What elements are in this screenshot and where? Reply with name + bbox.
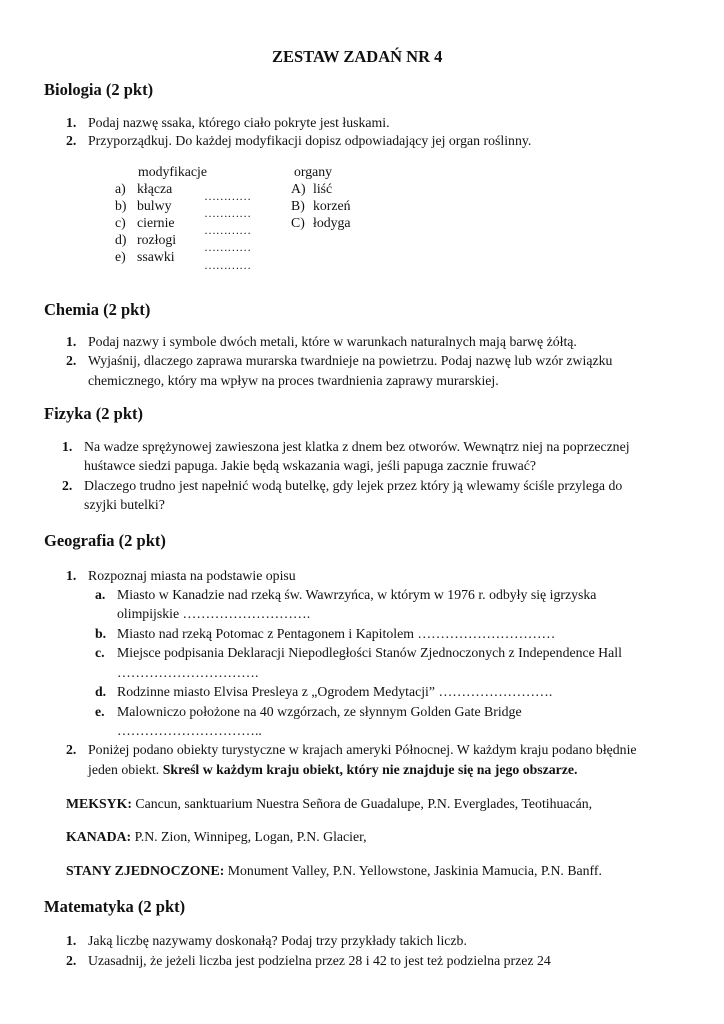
item-name: ssawki xyxy=(137,249,175,264)
section-heading-biologia: Biologia (2 pkt) xyxy=(44,80,154,99)
chemia-question-1 xyxy=(66,333,577,351)
biologia-question-2 xyxy=(66,132,531,150)
section-heading-matematyka: Matematyka (2 pkt) xyxy=(44,897,186,916)
geografia-subitem-c xyxy=(95,644,622,662)
question-number: 2. xyxy=(62,478,73,493)
geografia-question-2 xyxy=(66,741,637,759)
item-letter: B) xyxy=(291,198,305,213)
subitem-text: Miejsce podpisania Deklaracji Niepodległości Stanów Zjednoczonych z Independence Hall xyxy=(117,645,622,660)
fizyka-question-1 xyxy=(62,438,630,456)
question-number: 1. xyxy=(62,439,73,454)
subitem-text: Miasto nad rzeką Potomac z Pentagonem i Kapitolem ………………………… xyxy=(117,626,556,641)
geografia-subitem-e xyxy=(95,703,522,721)
item-letter: e) xyxy=(115,249,126,264)
page-title: ZESTAW ZADAŃ NR 4 xyxy=(272,47,443,66)
subitem-text: Malowniczo położone na 40 wzgórzach, ze słynnym Golden Gate Bridge xyxy=(117,704,522,719)
chemia-question-2 xyxy=(66,352,612,370)
geografia-subitem-a xyxy=(95,586,596,604)
instruction-text: jeden obiekt. xyxy=(88,762,163,777)
modification-item xyxy=(115,214,175,232)
section-heading-fizyka: Fizyka (2 pkt) xyxy=(44,404,143,423)
answer-blank[interactable]: ………… xyxy=(204,189,251,203)
organ-item xyxy=(291,180,332,198)
question-number: 1. xyxy=(66,568,77,583)
item-letter: d) xyxy=(115,232,127,247)
item-letter: a) xyxy=(115,181,126,196)
item-name: ciernie xyxy=(137,215,175,230)
item-name: bulwy xyxy=(137,198,172,213)
item-name: korzeń xyxy=(313,198,351,213)
item-name: kłącza xyxy=(137,181,173,196)
organ-item xyxy=(291,197,351,215)
question-number: 2. xyxy=(66,742,77,757)
matematyka-question-1 xyxy=(66,932,467,950)
question-text: Podaj nazwy i symbole dwóch metali, które w warunkach naturalnych mają barwę żółtą. xyxy=(88,334,577,349)
country-label: STANY ZJEDNOCZONE: xyxy=(66,863,225,878)
country-label: MEKSYK: xyxy=(66,796,132,811)
item-name: liść xyxy=(313,181,333,196)
subitem-text-continued: ………………………….. xyxy=(117,723,262,738)
modification-item xyxy=(115,248,175,266)
subitem-letter: b. xyxy=(95,626,107,641)
question-number: 2. xyxy=(66,133,77,148)
question-number: 2. xyxy=(66,953,77,968)
biologia-question-1 xyxy=(66,114,390,132)
question-text-continued: szyjki butelki? xyxy=(84,497,165,512)
item-letter: c) xyxy=(115,215,126,230)
item-letter: b) xyxy=(115,198,127,213)
modification-item xyxy=(115,231,176,249)
country-list-usa xyxy=(66,862,602,880)
geografia-question-1 xyxy=(66,567,296,585)
matematyka-question-2 xyxy=(66,952,551,970)
country-objects: Monument Valley, P.N. Yellowstone, Jaskinia Mamucia, P.N. Banff. xyxy=(224,863,602,878)
question-text: Rozpoznaj miasta na podstawie opisu xyxy=(88,568,296,583)
question-text-continued xyxy=(88,761,578,779)
answer-blank[interactable]: ………… xyxy=(204,240,251,254)
section-heading-chemia: Chemia (2 pkt) xyxy=(44,300,151,319)
subitem-text: Rodzinne miasto Elvisa Presleya z „Ogrodem Medytacji” ……………………. xyxy=(117,684,553,699)
modification-item xyxy=(115,197,172,215)
section-heading-geografia: Geografia (2 pkt) xyxy=(44,531,166,550)
item-name: łodyga xyxy=(313,215,351,230)
question-text: Na wadze sprężynowej zawieszona jest klatka z dnem bez otworów. Wewnątrz niej na poprzecznej xyxy=(84,439,630,454)
geografia-subitem-b xyxy=(95,625,555,643)
question-text-continued: huśtawce siedzi papuga. Jakie będą wskazania wagi, jeśli papuga zacznie fruwać? xyxy=(84,458,537,473)
question-number: 1. xyxy=(66,115,77,130)
country-list-mexico xyxy=(66,795,592,813)
subitem-letter: a. xyxy=(95,587,106,602)
answer-blank[interactable]: ………… xyxy=(204,223,251,237)
column-header-organs: organy xyxy=(294,164,333,179)
answer-blank[interactable]: ………… xyxy=(204,206,251,220)
country-label: KANADA: xyxy=(66,829,132,844)
fizyka-question-2 xyxy=(62,477,622,495)
item-letter: C) xyxy=(291,215,305,230)
question-number: 2. xyxy=(66,353,77,368)
question-text: Jaką liczbę nazywamy doskonałą? Podaj trzy przykłady takich liczb. xyxy=(88,933,467,948)
subitem-text-continued: olimpijskie ………………………. xyxy=(117,606,311,621)
organ-item xyxy=(291,214,351,232)
subitem-letter: d. xyxy=(95,684,107,699)
country-list-canada xyxy=(66,828,367,846)
country-objects: Cancun, sanktuarium Nuestra Señora de Guadalupe, P.N. Everglades, Teotihuacán, xyxy=(131,796,593,811)
question-text: Poniżej podano obiekty turystyczne w krajach ameryki Północnej. W każdym kraju podano błędnie xyxy=(88,742,637,757)
question-text: Wyjaśnij, dlaczego zaprawa murarska twardnieje na powietrzu. Podaj nazwę lub wzór związku xyxy=(88,353,613,368)
column-header-modifications: modyfikacje xyxy=(138,164,207,179)
geografia-subitem-d xyxy=(95,683,552,701)
subitem-letter: e. xyxy=(95,704,105,719)
subitem-text: Miasto w Kanadzie nad rzeką św. Wawrzyńca, w którym w 1976 r. odbyły się igrzyska xyxy=(117,587,597,602)
question-text: Uzasadnij, że jeżeli liczba jest podzielna przez 28 i 42 to jest też podzielna przez 24 xyxy=(88,953,551,968)
question-text-continued: chemicznego, który ma wpływ na proces twardnienia zaprawy murarskiej. xyxy=(88,373,499,388)
answer-blank[interactable]: ………… xyxy=(204,258,251,272)
subitem-letter: c. xyxy=(95,645,105,660)
question-number: 1. xyxy=(66,334,77,349)
item-letter: A) xyxy=(291,181,306,196)
question-text: Podaj nazwę ssaka, którego ciało pokryte jest łuskami. xyxy=(88,115,390,130)
modification-item xyxy=(115,180,172,198)
instruction-bold: Skreśl w każdym kraju obiekt, który nie znajduje się na jego obszarze. xyxy=(162,762,578,777)
country-objects: P.N. Zion, Winnipeg, Logan, P.N. Glacier, xyxy=(131,829,367,844)
question-text: Dlaczego trudno jest napełnić wodą butelkę, gdy lejek przez który ją wlewamy ściśle przylega do xyxy=(84,478,623,493)
item-name: rozłogi xyxy=(137,232,177,247)
question-text: Przyporządkuj. Do każdej modyfikacji dopisz odpowiadający jej organ roślinny. xyxy=(88,133,532,148)
subitem-text-continued: …………………………. xyxy=(117,665,259,680)
question-number: 1. xyxy=(66,933,77,948)
